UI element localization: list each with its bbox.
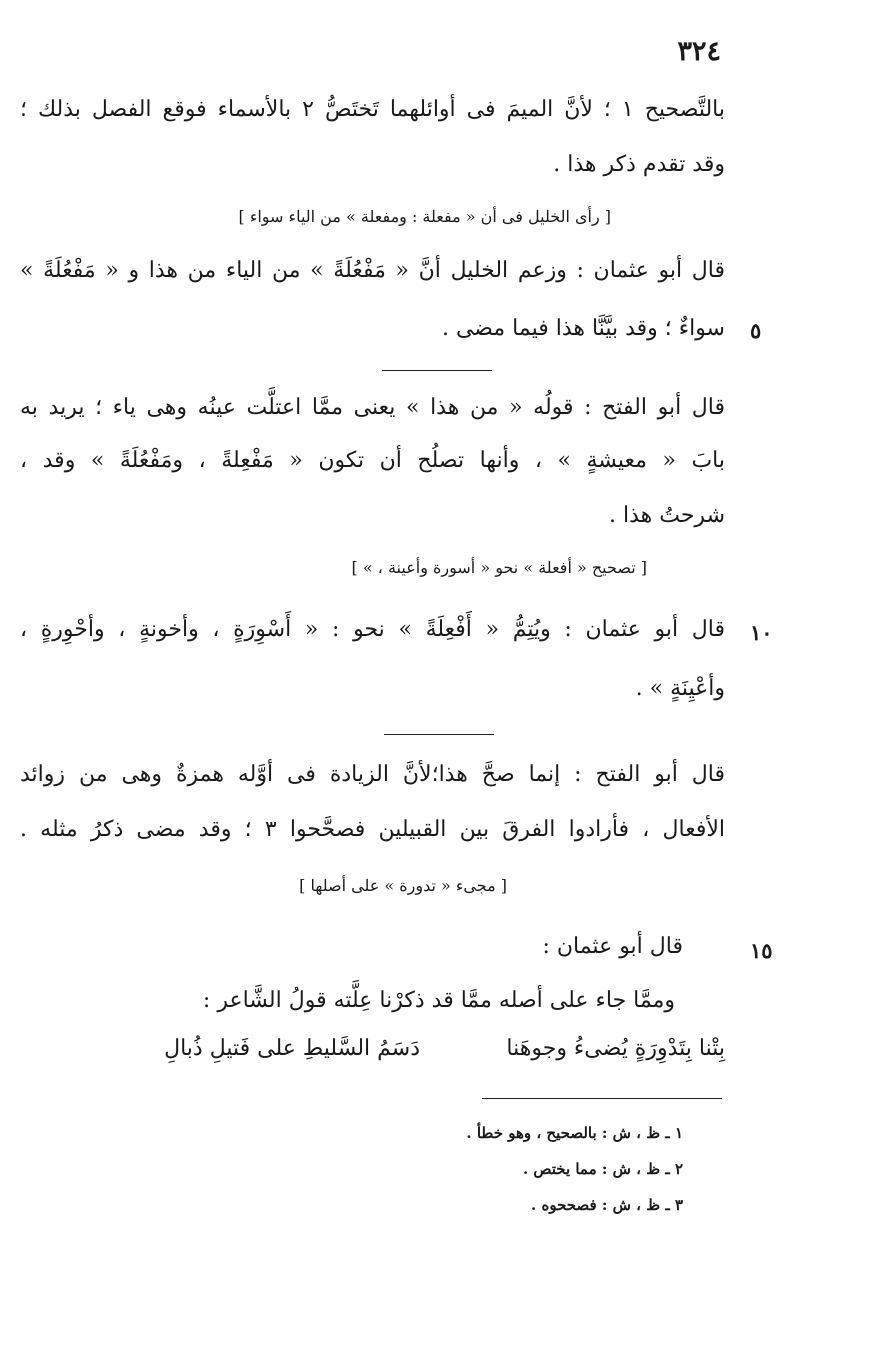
footnote-divider [482,1098,722,1099]
text-line: وأعْيِنَةٍ » . [635,676,725,701]
footnote: ١ ـ ظ ، ش : بالصحيح ، وهو خطأ . [466,1124,683,1142]
section-divider [382,370,492,371]
text-line: قال أبو عثمان : ويُتِمُّ « أَفْعِلَةً » نحو : « أَسْوِرَةٍ ، وأخونةٍ ، وأحْوِرةٍ ، [20,617,725,642]
section-divider [384,734,494,735]
footnote: ٢ ـ ظ ، ش : مما يختص . [522,1160,683,1178]
text-line: قال أبو عثمان : [542,934,683,959]
text-line: وقد تقدم ذكر هذا . [553,152,725,177]
section-heading: [ تصحيح « أفعلة » نحو « أسورة وأعينة ، » ] [351,558,647,577]
footnote: ٣ ـ ظ ، ش : فصححوه . [531,1196,683,1214]
line-number: ٥ [750,318,762,343]
section-heading: [ مجىء « تدورة » على أصلها ] [299,876,507,895]
verse-first-half: بِتْنا بِتَدْوِرَةٍ يُضىءُ وجوهَنا [506,1036,725,1061]
text-line: بابَ « معيشةٍ » ، وأنها تصلُح أن تكون « مَفْعِلةً ، ومَفْعُلَةً » وقد ، [20,448,725,473]
text-line: قال أبو الفتح : إنما صحَّ هذا؛لأنَّ الزيادة فى أوَّله همزةٌ وهى من زوائد [20,762,725,787]
section-heading: [ رأى الخليل فى أن « مفعلة : ومفعلة » من الياء سواء ] [238,207,611,226]
page-number: ٣٢٤ [677,36,721,67]
text-line: بالتَّصحيح ١ ؛ لأنَّ الميمَ فى أوائلهما تَختَصُّ ٢ بالأسماء فوقع الفصل بذلك ؛ [20,97,725,122]
verse-second-half: دَسَمُ السَّليطِ على فَتيلِ ذُبالِ [164,1036,420,1061]
line-number: ١٠ [750,620,773,645]
text-line: قال أبو عثمان : وزعم الخليل أنَّ « مَفْعُلَةً » من الياء من هذا و « مَفْعُلَةً » [20,258,725,283]
text-line: الأفعال ، فأرادوا الفرقَ بين القبيلين فصحَّحوا ٣ ؛ وقد مضى ذكرُ مثله . [20,817,725,842]
text-line: وممَّا جاء على أصله ممَّا قد ذكرْنا عِلَّته قولُ الشَّاعر : [202,988,675,1013]
text-line: سواءٌ ؛ وقد بيَّنَّا هذا فيما مضى . [441,316,725,341]
text-line: قال أبو الفتح : قولُه « من هذا » يعنى ممَّا اعتلَّت عينُه وهى ياء ؛ يريد به [20,395,725,420]
text-line: شرحتُ هذا . [608,503,725,528]
line-number: ١٥ [750,938,773,963]
